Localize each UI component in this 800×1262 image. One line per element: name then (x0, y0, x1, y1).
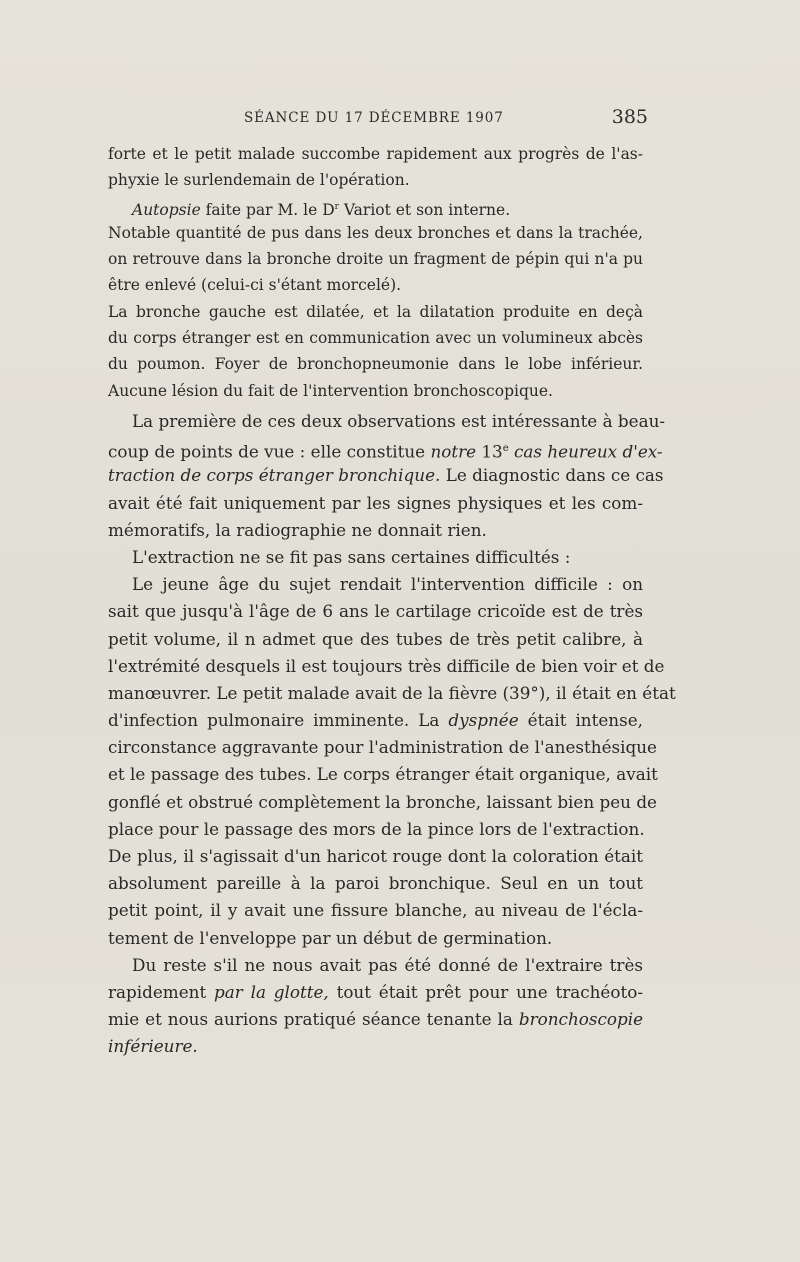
page-number: 385 (611, 106, 648, 128)
text-line: mémoratifs, la radiographie ne donnait rien. (108, 519, 487, 540)
text-line: du corps étranger est en communication avec un volumineux abcès (108, 329, 643, 348)
text-fragment: tout était prêt pour une trachéoto- (336, 981, 643, 1002)
text-line: Le jeune âge du sujet rendait l'intervention difficile : on (132, 574, 643, 595)
text-line: sait que jusqu'à l'âge de 6 ans le cartilage cricoïde est de très (108, 601, 643, 622)
emphasis: par la glotte, (214, 981, 329, 1002)
emphasis: cas heureux d'ex- (508, 441, 663, 462)
text-line: petit point, il y avait une fissure blanche, au niveau de l'écla- (108, 900, 643, 921)
text-line: circonstance aggravante pour l'administration de l'anesthésique (108, 737, 657, 758)
text-line (108, 435, 663, 462)
text-fragment: mie et nous aurions pratiqué séance tenante la (108, 1009, 513, 1030)
discussion-text (108, 408, 676, 1061)
text-line: absolument pareille à la paroi bronchique. Seul en un tout (108, 873, 643, 894)
text-line: l'extrémité desquels il est toujours très difficile de bien voir et de (108, 655, 665, 676)
text-line: manœuvrer. Le petit malade avait de la fièvre (39°), il était en état (108, 682, 676, 703)
text-fragment: Le diagnostic dans ce cas (440, 465, 664, 486)
autopsie-line (108, 194, 643, 220)
text-fragment: coup de points de vue : elle constitue (108, 441, 431, 462)
text-line: L'extraction ne se fit pas sans certaines difficultés : (132, 546, 571, 567)
text-line: place pour le passage des mors de la pince lors de l'extraction. (108, 818, 645, 839)
autopsie-label: Autopsie (132, 200, 201, 219)
text-fragment: 13 (476, 441, 503, 462)
text-line (108, 1033, 643, 1060)
text-fragment: était intense, (527, 710, 643, 731)
text-line: avait été fait uniquement par les signes physiques et les com- (108, 492, 643, 513)
text-line: du poumon. Foyer de bronchopneumonie dans le lobe inférieur. (108, 355, 643, 374)
text-line: La bronche gauche est dilatée, et la dilatation produite en deçà (108, 302, 643, 321)
text-fragment: Variot et son interne. (338, 200, 511, 219)
text-line (108, 707, 643, 734)
running-title: SÉANCE DU 17 DÉCEMBRE 1907 (244, 110, 504, 126)
text-line: tement de l'enveloppe par un début de germination. (108, 927, 553, 948)
text-line: Notable quantité de pus dans les deux bronches et dans la trachée, (108, 223, 643, 242)
text-line (108, 1006, 643, 1033)
superscript: r (334, 201, 339, 212)
emphasis: traction de corps étranger bronchique. (108, 465, 441, 486)
emphasis: inférieure. (108, 1036, 198, 1057)
text-line: De plus, il s'agissait d'un haricot rouge dont la coloration était (108, 846, 643, 866)
emphasis: bronchoscopie (518, 1009, 644, 1030)
page-header (108, 104, 648, 132)
superscript: e (502, 443, 509, 455)
text-fragment: rapidement (108, 981, 207, 1002)
case-report-text (108, 141, 643, 404)
text-line (108, 462, 664, 489)
text-line: Aucune lésion du fait de l'intervention bronchoscopique. (108, 381, 553, 400)
emphasis: notre (430, 441, 477, 462)
text-line: et le passage des tubes. Le corps étranger était organique, avait (108, 764, 658, 785)
text-line: petit volume, il n admet que des tubes de très petit calibre, à (108, 628, 643, 649)
text-line: être enlevé (celui-ci s'étant morcelé). (108, 276, 402, 295)
text-line: gonflé et obstrué complètement la bronche, laissant bien peu de (108, 791, 657, 812)
text-line: phyxie le surlendemain de l'opération. (108, 171, 410, 190)
text-line: on retrouve dans la bronche droite un fragment de pépin qui n'a pu (108, 250, 643, 269)
text-fragment: d'infection pulmonaire imminente. La (108, 710, 440, 731)
text-line: forte et le petit malade succombe rapidement aux progrès de l'as- (108, 145, 643, 163)
emphasis: dyspnée (448, 710, 519, 731)
text-line: Du reste s'il ne nous avait pas été donné de l'extraire très (132, 954, 643, 975)
text-fragment: faite par M. le D (200, 200, 335, 219)
text-line: La première de ces deux observations est intéressante à beau- (132, 411, 666, 431)
text-line (108, 979, 643, 1006)
